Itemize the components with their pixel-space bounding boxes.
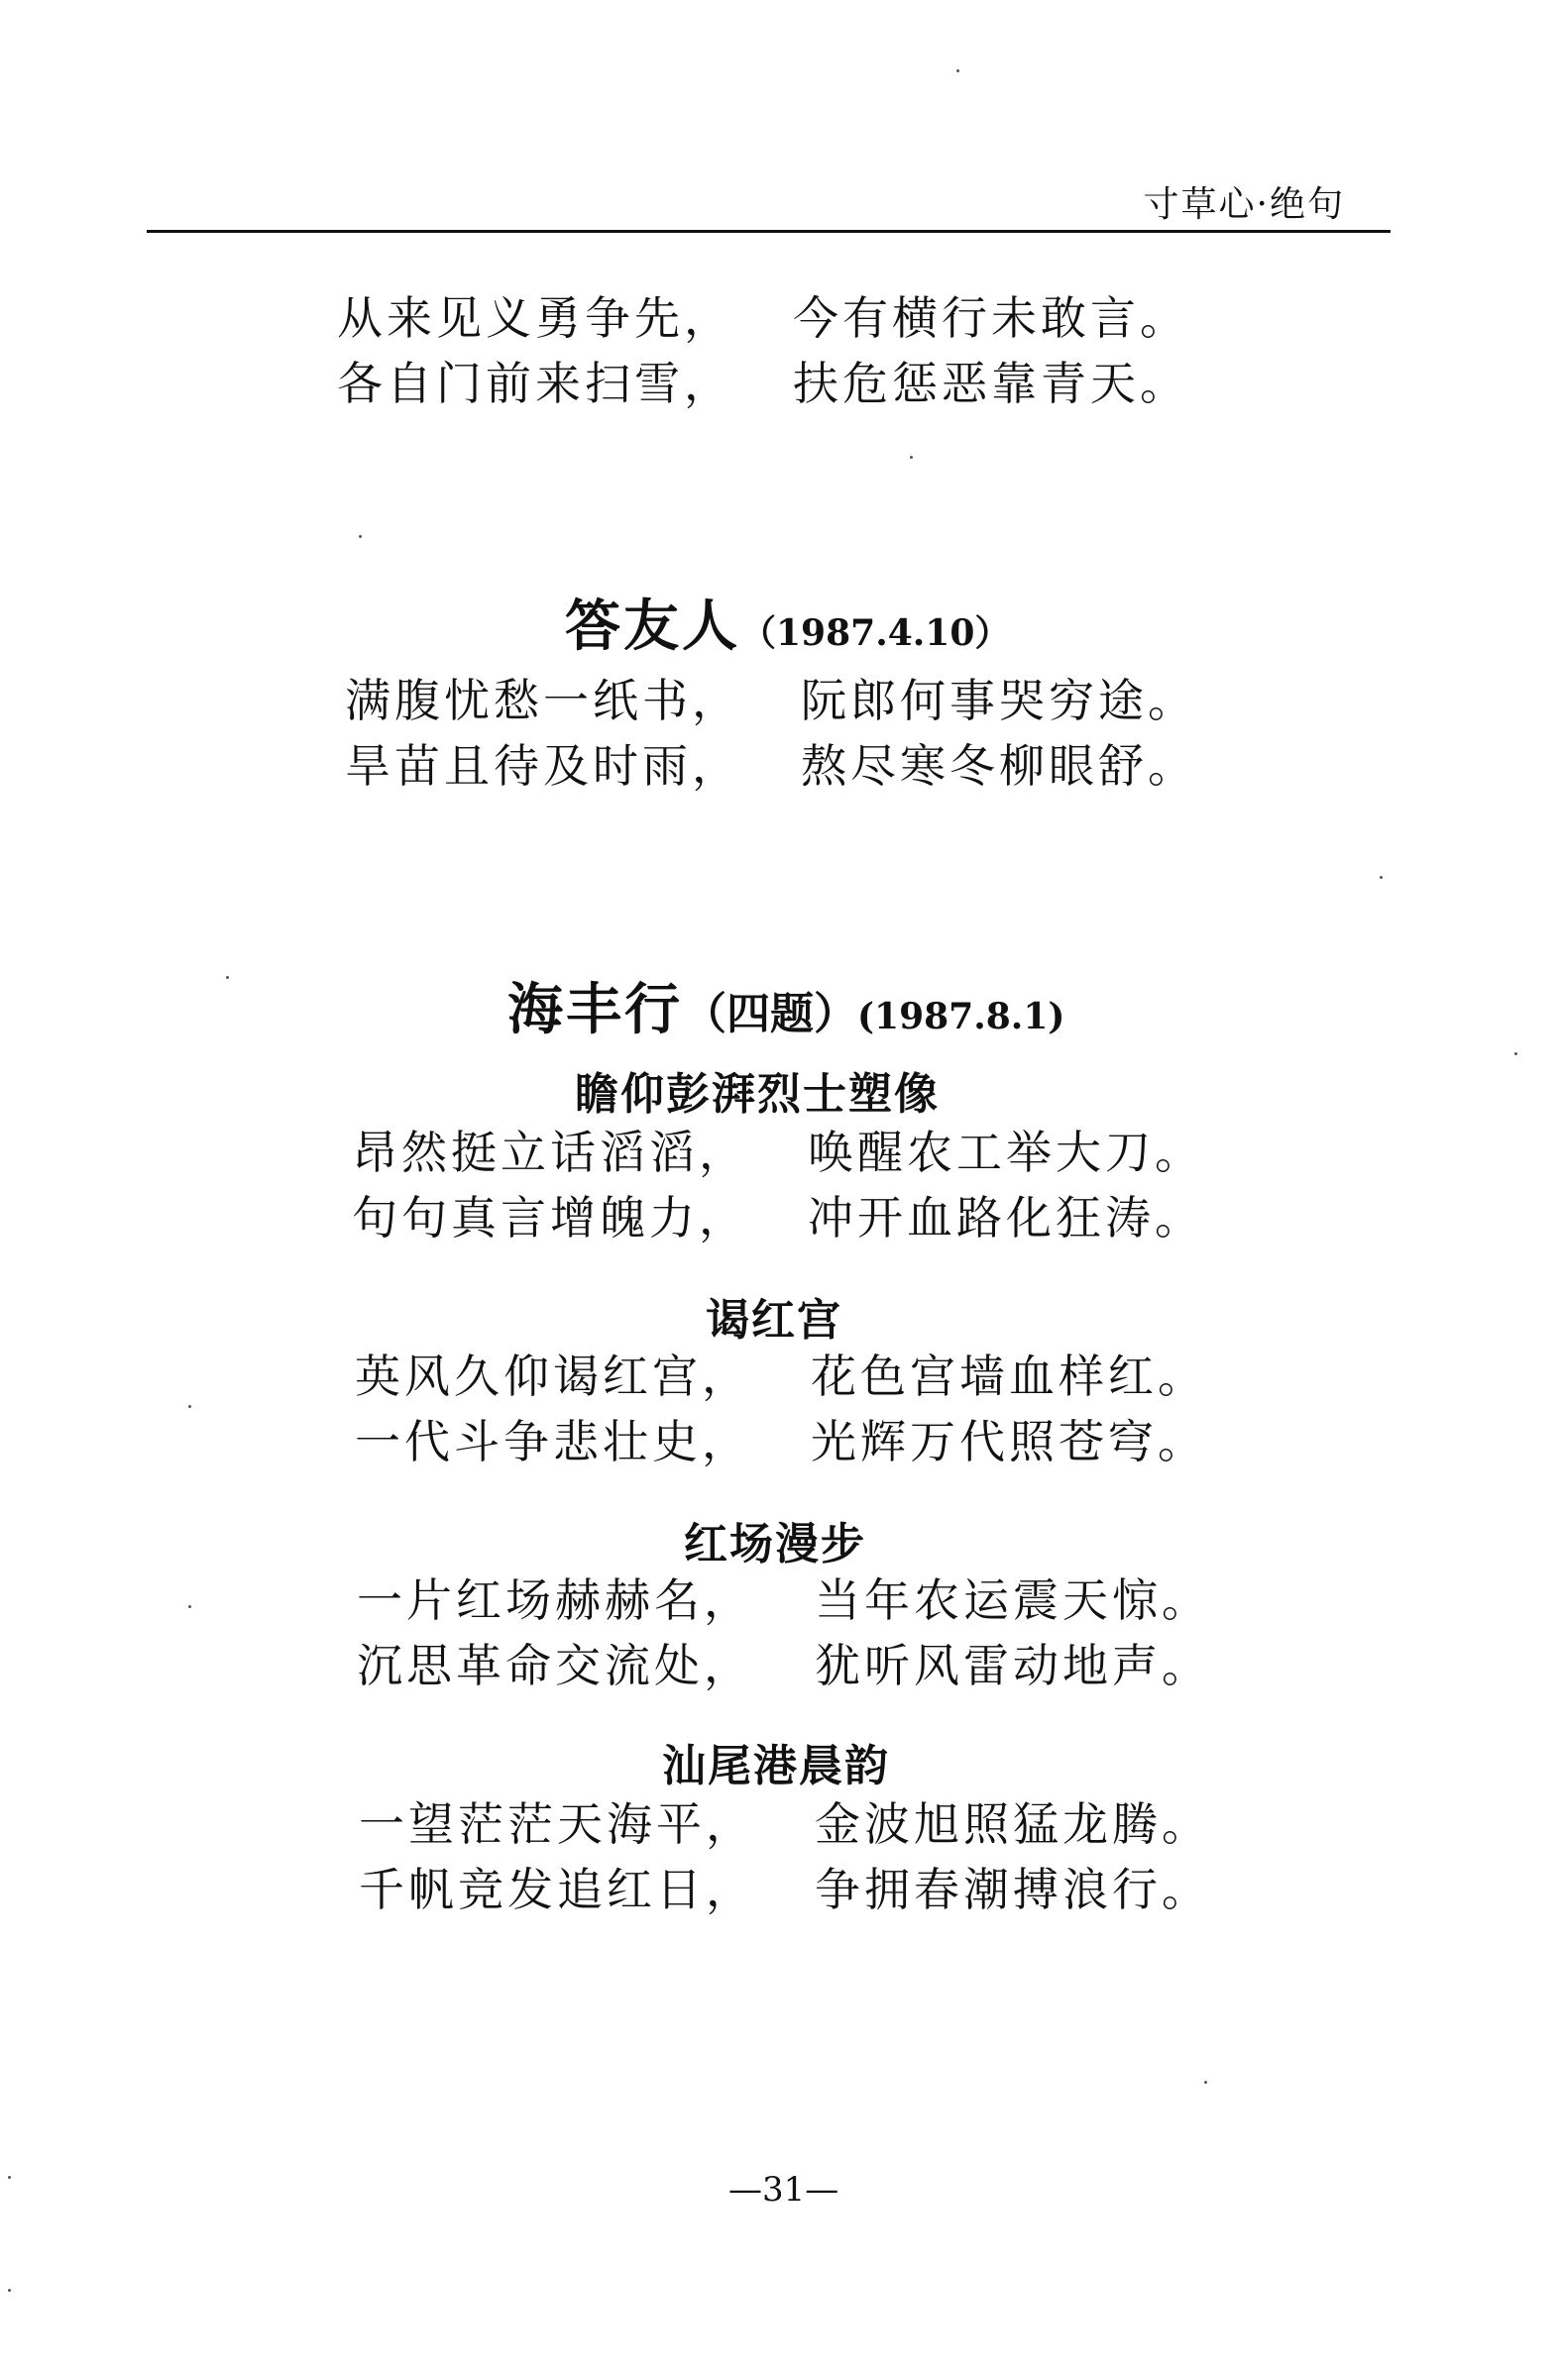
scan-speck	[188, 1605, 191, 1608]
section-subtitle: 汕尾港晨韵	[662, 1741, 890, 1791]
haifeng-s1-line-1-left: 昂然挺立话滔滔，	[352, 1126, 748, 1179]
haifeng-s3-line-2-left: 沉思革命交流处，	[357, 1639, 753, 1692]
page-number: —31—	[728, 2170, 839, 2210]
haifeng-s4-line-2-left: 千帆竞发追红日，	[359, 1863, 755, 1916]
header-rule	[147, 230, 1391, 233]
haifeng-s1-line-1-right: 唤醒农工举大刀。	[808, 1126, 1204, 1179]
scan-speck	[1514, 1052, 1517, 1055]
scan-speck	[910, 456, 913, 459]
poem-title-answer-friend	[565, 583, 1010, 662]
answer-line-1-right: 阮郎何事哭穷途。	[801, 674, 1197, 727]
haifeng-s4-line-2-right: 争拥春潮搏浪行。	[815, 1863, 1211, 1916]
poem-note: （四题）	[683, 989, 857, 1039]
haifeng-s2-line-1-right: 花色宫墙血样红。	[811, 1350, 1207, 1403]
scan-speck	[8, 2289, 11, 2292]
haifeng-s1-line-2-right: 冲开血路化狂涛。	[808, 1191, 1204, 1244]
scan-speck	[956, 69, 959, 72]
poem-title-haifeng	[507, 966, 1064, 1045]
haifeng-s4-line-1-left: 一望茫茫天海平，	[359, 1797, 755, 1851]
section-subtitle: 红场漫步	[684, 1519, 866, 1569]
poem-date: (1987.8.1)	[857, 996, 1065, 1037]
intro-line-1-left: 从来见义勇争先，	[337, 291, 733, 345]
poem-date: （1987.4.10）	[740, 612, 1011, 654]
answer-line-1-left: 满腹忧愁一纸书，	[345, 674, 741, 727]
poem-title-text: 答友人	[565, 595, 740, 659]
haifeng-s3-line-1-left: 一片红场赫赫名，	[357, 1573, 753, 1627]
haifeng-s2-line-2-right: 光辉万代照苍穹。	[811, 1415, 1207, 1468]
haifeng-s1-line-2-left: 句句真言增魄力，	[352, 1191, 748, 1244]
section-subtitle: 瞻仰彭湃烈士塑像	[575, 1069, 940, 1120]
intro-line-2-right: 扶危惩恶靠青天。	[793, 357, 1189, 410]
haifeng-s3-line-1-right: 当年农运震天惊。	[815, 1573, 1211, 1627]
scan-speck	[1204, 2081, 1207, 2084]
intro-line-1-right: 今有横行未敢言。	[793, 291, 1189, 345]
section-subtitle: 谒红宫	[706, 1295, 842, 1346]
haifeng-s2-line-1-left: 英风久仰谒红宫，	[355, 1350, 751, 1403]
intro-line-2-left: 各自门前来扫雪，	[337, 357, 733, 410]
scan-speck	[1380, 876, 1383, 879]
scan-speck	[226, 976, 229, 979]
haifeng-s3-line-2-right: 犹听风雷动地声。	[815, 1639, 1211, 1692]
scan-speck	[8, 2176, 11, 2179]
answer-line-2-right: 熬尽寒冬柳眼舒。	[801, 739, 1197, 793]
answer-line-2-left: 旱苗且待及时雨，	[345, 739, 741, 793]
poem-title-text: 海丰行	[507, 978, 683, 1042]
scan-speck	[188, 1405, 191, 1408]
scan-speck	[359, 535, 362, 538]
running-header: 寸草心·绝句	[1143, 184, 1345, 225]
haifeng-s4-line-1-right: 金波旭照猛龙腾。	[815, 1797, 1211, 1851]
haifeng-s2-line-2-left: 一代斗争悲壮史，	[355, 1415, 751, 1468]
